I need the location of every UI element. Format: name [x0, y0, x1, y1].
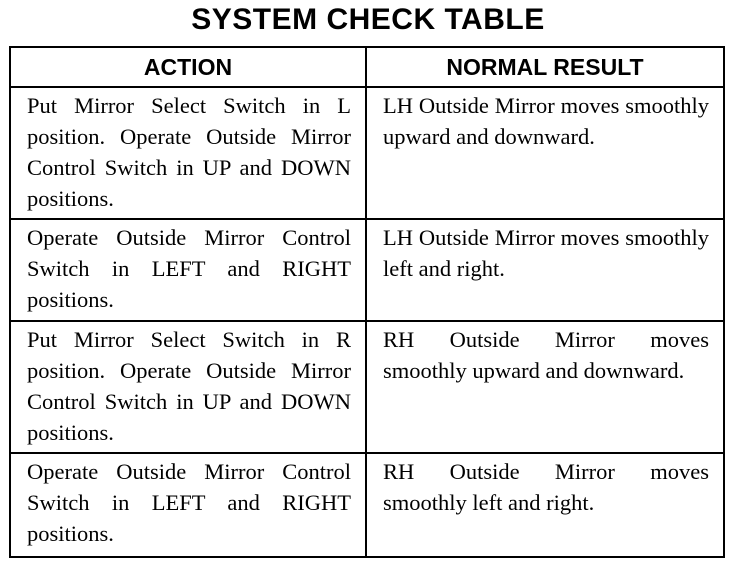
page-title: SYSTEM CHECK TABLE: [191, 3, 545, 36]
result-cell: RH Outside Mirror moves smoothly left and right.: [366, 453, 724, 557]
action-cell: Put Mirror Select Switch in L position. Operate Outside Mirror Control Switch in UP and DOWN positions.: [10, 87, 366, 219]
action-cell: Put Mirror Select Switch in R position. Operate Outside Mirror Control Switch in UP and DOWN positions.: [10, 321, 366, 453]
action-cell: Operate Outside Mirror Control Switch in LEFT and RIGHT positions.: [10, 219, 366, 321]
header-row: [10, 47, 724, 87]
table-row: [10, 321, 724, 453]
table-row: [10, 87, 724, 219]
column-header-normal-result: NORMAL RESULT: [366, 47, 724, 87]
result-cell: LH Outside Mirror moves smoothly upward and downward.: [366, 87, 724, 219]
result-cell: LH Outside Mirror moves smoothly left and right.: [366, 219, 724, 321]
table-row: [10, 219, 724, 321]
system-check-table: [9, 46, 725, 558]
column-header-action: ACTION: [10, 47, 366, 87]
table-row: [10, 453, 724, 557]
action-cell: Operate Outside Mirror Control Switch in LEFT and RIGHT positions.: [10, 453, 366, 557]
result-cell: RH Outside Mirror moves smoothly upward and downward.: [366, 321, 724, 453]
